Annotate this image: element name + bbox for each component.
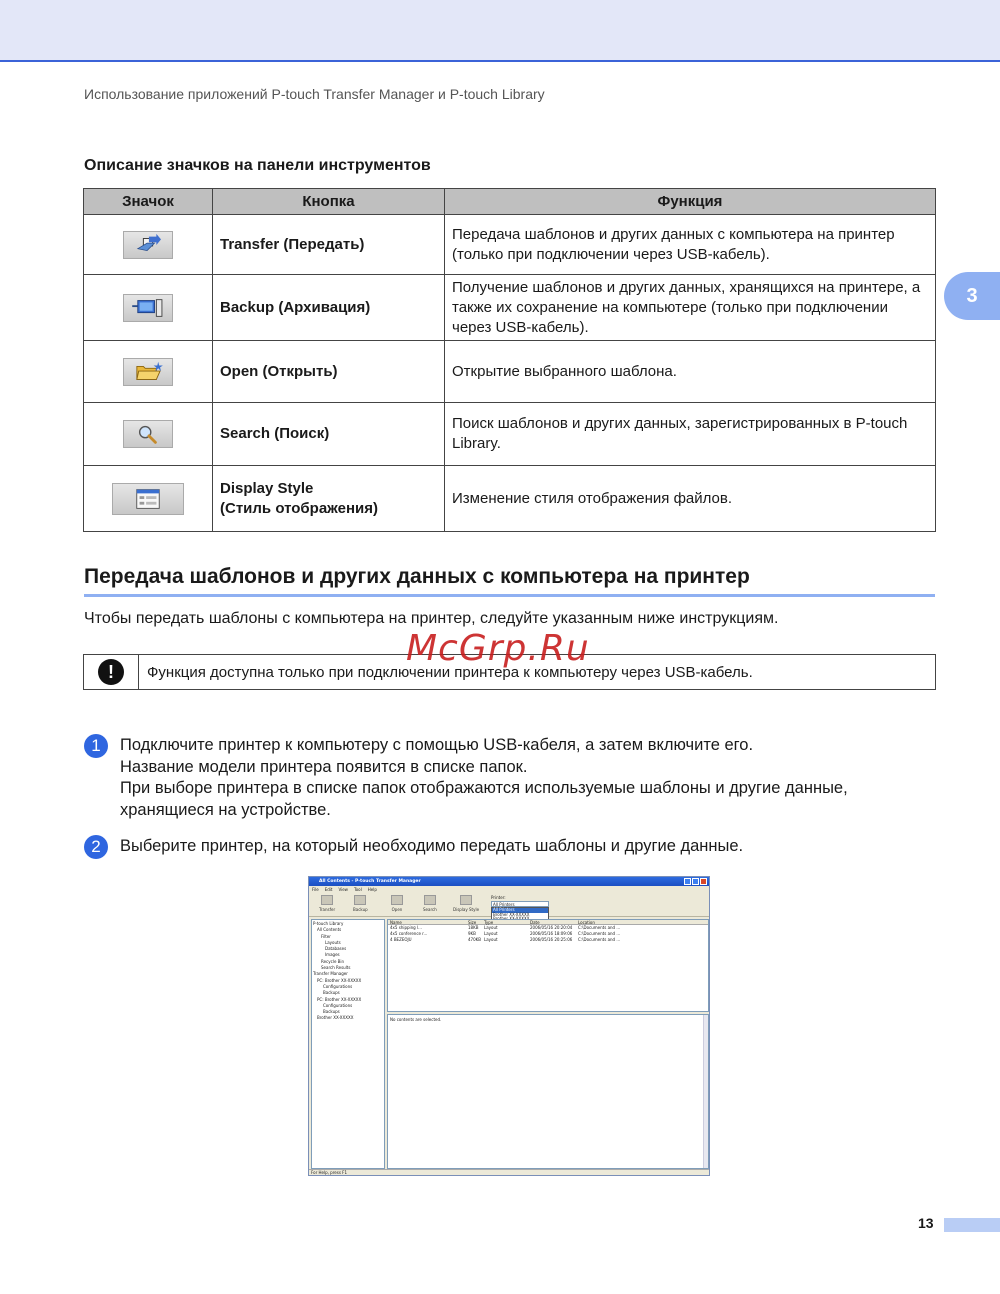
tree-item: Transfer Manager	[313, 971, 348, 977]
function-description: Поиск шаблонов и других данных, зарегистрированных в P-touch Library.	[445, 403, 936, 466]
top-rule	[0, 60, 1000, 62]
page-number: 13	[918, 1215, 934, 1231]
menu-tool: Tool	[353, 887, 362, 892]
list-cell: 18KB	[468, 925, 479, 930]
chapter-tab: 3	[944, 272, 1000, 320]
note-text: Функция доступна только при подключении принтера к компьютеру через USB-кабель.	[147, 663, 753, 681]
tree-item: Databases	[325, 946, 347, 952]
step-line: При выборе принтера в списке папок отображаются используемые шаблоны и другие данные,	[120, 779, 848, 797]
icon-cell	[84, 215, 213, 275]
list-cell: C:\Documents and ...	[578, 937, 621, 942]
transfer-section-heading: Передача шаблонов и других данных с компьютера на принтер	[84, 565, 750, 588]
menu-view: View	[338, 887, 348, 892]
list-column: Date	[530, 920, 540, 925]
tree-item: PC: Brother XX-XXXXX	[317, 977, 362, 983]
preview-pane	[387, 1014, 709, 1169]
printer-select: All Printers	[491, 901, 549, 907]
column-header-icon: Значок	[84, 189, 213, 215]
step-number: 1	[84, 734, 108, 758]
list-row	[388, 937, 708, 943]
transfer-icon	[321, 895, 333, 905]
tb-label: Backup	[353, 907, 368, 912]
icon-cell	[84, 466, 213, 532]
button-name: Search (Поиск)	[213, 403, 445, 466]
step-line: Выберите принтер, на который необходимо передать шаблоны и другие данные.	[120, 837, 744, 855]
list-cell: 470KB	[468, 937, 482, 942]
function-description: Изменение стиля отображения файлов.	[445, 466, 936, 532]
transfer-icon	[123, 231, 173, 259]
step-line: Название модели принтера появится в списке папок.	[120, 757, 528, 776]
open-folder-icon	[391, 895, 403, 905]
step-number: 2	[84, 835, 108, 859]
icon-cell	[84, 275, 213, 341]
tb-label: Open	[391, 907, 403, 912]
display-style-icon	[460, 895, 472, 905]
search-icon	[123, 420, 173, 448]
list-cell: 2006/05/16 20:20:04	[530, 925, 573, 930]
tree-item: PC: Brother XX-XXXXX	[317, 996, 362, 1002]
window-title-bar	[309, 877, 709, 886]
toolbar-section-heading: Описание значков на панели инструментов	[84, 157, 431, 174]
toolbar-icons-table	[83, 188, 936, 532]
printer-option: Brother XX-XXXXX	[493, 911, 530, 917]
step-text	[120, 735, 940, 821]
tb-backup	[353, 895, 368, 912]
list-cell: 4x5 conference r...	[390, 931, 428, 936]
list-cell: 4 BEZEOJU	[390, 937, 412, 942]
preview-text: No contents are selected.	[390, 1017, 442, 1022]
icon-cell	[84, 341, 213, 403]
table-row	[84, 341, 936, 403]
menu-edit: Edit	[324, 887, 333, 892]
transfer-manager-screenshot	[308, 876, 710, 1176]
tb-transfer	[319, 895, 335, 912]
open-folder-icon	[123, 358, 173, 386]
running-header: Использование приложений P-touch Transfer Manager и P-touch Library	[84, 86, 545, 102]
tree-item: Backups	[323, 990, 340, 996]
preview-scrollbar	[703, 1015, 708, 1168]
button-name: Transfer (Передать)	[213, 215, 445, 275]
function-description: Передача шаблонов и других данных с компьютера на принтер (только при подключении через USB-кабель).	[445, 215, 936, 275]
function-description: Открытие выбранного шаблона.	[445, 341, 936, 403]
heading-rule	[84, 594, 935, 597]
top-band	[0, 0, 1000, 60]
tb-label: Display Style	[453, 907, 480, 912]
tb-open	[391, 895, 403, 912]
table-row	[84, 466, 936, 532]
tree-item: P-touch Library	[313, 921, 344, 926]
important-icon: !	[98, 659, 124, 685]
maximize-icon	[692, 878, 699, 885]
list-cell: 2006/05/16 18:09:06	[530, 931, 573, 936]
table-header-row	[84, 189, 936, 215]
tree-item: Configurations	[323, 1002, 353, 1008]
tree-item: Brother XX-XXXXX	[317, 1015, 354, 1021]
tree-item: Configurations	[323, 983, 353, 989]
menu-bar	[309, 886, 709, 893]
printer-label: Printer:	[491, 895, 506, 900]
tree-item: Layouts	[325, 939, 341, 945]
list-cell: 2006/05/16 20:25:06	[530, 937, 573, 942]
search-icon	[424, 895, 436, 905]
table-row	[84, 275, 936, 341]
list-column: Location	[578, 920, 595, 925]
minimize-icon	[684, 878, 691, 885]
tree-item: Backups	[323, 1009, 340, 1015]
note-icon-cell	[84, 655, 139, 689]
window-title: All Contents - P-touch Transfer Manager	[319, 879, 421, 884]
list-cell: 4x5 shipping l...	[390, 925, 422, 930]
button-name-line: (Стиль отображения)	[220, 499, 378, 517]
tb-label: Transfer	[319, 907, 336, 912]
tb-label: Search	[423, 907, 437, 912]
table-row	[84, 215, 936, 275]
menu-help: Help	[367, 887, 377, 892]
window-controls	[684, 878, 707, 885]
status-bar: For Help, press F1	[309, 1169, 709, 1175]
file-list	[387, 919, 709, 1012]
list-cell: C:\Documents and ...	[578, 931, 621, 936]
window-toolbar	[309, 893, 709, 917]
folder-tree	[311, 919, 385, 1169]
tree-item: Recycle Bin	[321, 958, 345, 964]
step-text	[120, 836, 940, 858]
tree-item: All Contents	[317, 927, 342, 933]
backup-icon	[354, 895, 366, 905]
tree-item: Images	[325, 952, 340, 958]
list-column: Name	[390, 920, 402, 925]
button-name	[213, 466, 445, 532]
tree-item: Search Results	[321, 965, 351, 971]
column-header-button: Кнопка	[213, 189, 445, 215]
tb-display-style	[453, 895, 479, 912]
list-cell: Layout	[484, 937, 498, 942]
icon-cell	[84, 403, 213, 466]
function-description: Получение шаблонов и других данных, хранящихся на принтере, а также их сохранение на компьютере (только при подключении через USB-кабель).	[445, 275, 936, 341]
menu-file: File	[312, 887, 319, 892]
printer-option: All Printers	[492, 908, 548, 913]
button-name-line: Display Style	[220, 479, 314, 497]
page-tab	[944, 1218, 1000, 1232]
list-cell: 9KB	[468, 931, 476, 936]
tree-item: Filter	[321, 933, 331, 939]
watermark: McGrp.Ru	[406, 628, 590, 669]
column-header-function: Функция	[445, 189, 936, 215]
tb-search	[423, 895, 437, 912]
list-column: Type	[484, 920, 494, 925]
step-line: хранящиеся на устройстве.	[120, 800, 331, 819]
button-name: Open (Открыть)	[213, 341, 445, 403]
list-column: Size	[468, 920, 477, 925]
list-cell: C:\Documents and ...	[578, 925, 621, 930]
list-cell: Layout	[484, 925, 498, 930]
intro-paragraph: Чтобы передать шаблоны с компьютера на принтер, следуйте указанным ниже инструкциям.	[84, 610, 779, 627]
button-name: Backup (Архивация)	[213, 275, 445, 341]
table-row	[84, 403, 936, 466]
step-line: Подключите принтер к компьютеру с помощью USB-кабеля, а затем включите его.	[120, 736, 754, 754]
display-style-icon	[112, 483, 184, 515]
list-cell: Layout	[484, 931, 498, 936]
backup-icon	[123, 294, 173, 322]
close-icon	[700, 878, 707, 885]
